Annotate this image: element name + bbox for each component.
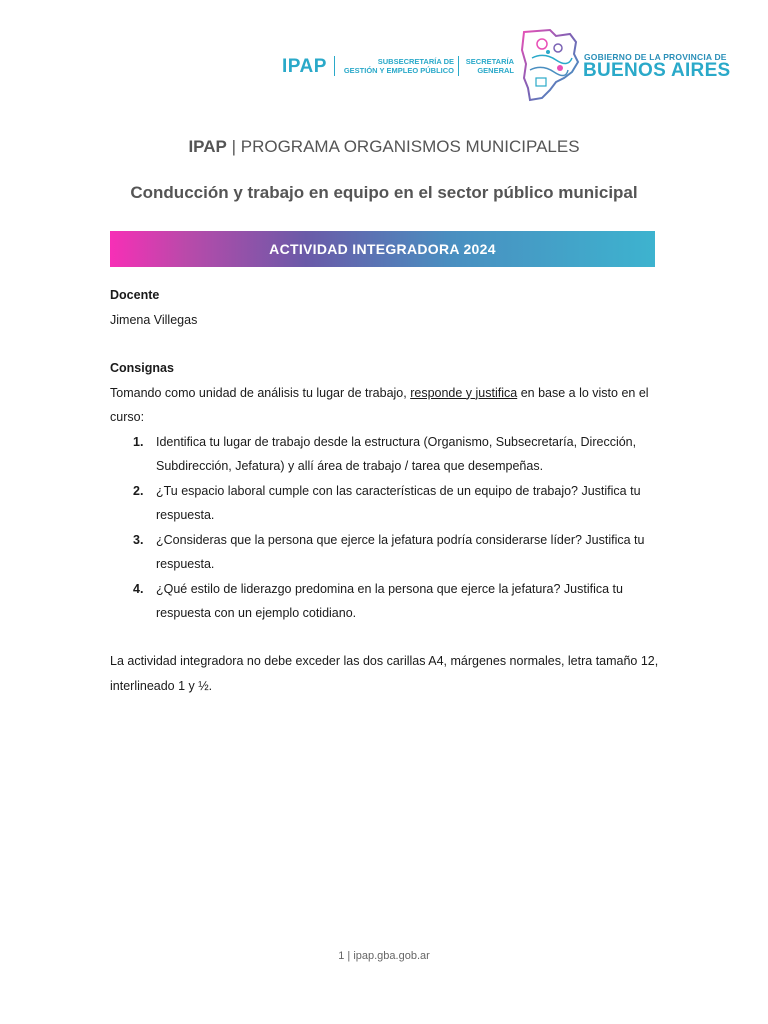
item-text: ¿Tu espacio laboral cumple con las características de un equipo de trabajo? Justifica tu respuesta. bbox=[156, 483, 641, 522]
item-text: ¿Consideras que la persona que ejerce la jefatura podría considerarse líder? Justifica tu respuesta. bbox=[156, 532, 645, 571]
ipap-logo: IPAP bbox=[282, 56, 327, 77]
footer-site: ipap.gba.gob.ar bbox=[353, 950, 430, 962]
page-footer bbox=[0, 950, 768, 962]
secretaria-line1: SECRETARÍA bbox=[465, 57, 514, 66]
page-number: 1 bbox=[338, 950, 345, 962]
consignas-label: Consignas bbox=[110, 361, 174, 375]
consignas-section bbox=[110, 356, 662, 626]
list-item bbox=[110, 528, 662, 577]
program-title bbox=[0, 137, 768, 157]
page-header bbox=[0, 0, 768, 110]
subsecretaria-label bbox=[340, 57, 454, 75]
footer-separator: | bbox=[347, 950, 351, 962]
subsecretaria-line2: GESTIÓN Y EMPLEO PÚBLICO bbox=[343, 66, 454, 75]
gov-line1: GOBIERNO DE LA PROVINCIA DE bbox=[584, 52, 727, 62]
consignas-intro bbox=[110, 381, 662, 430]
closing-paragraph: La actividad integradora no debe exceder las dos carillas A4, márgenes normales, letra tamaño 12, interlineado 1 y ½. bbox=[110, 654, 659, 693]
program-separator: | bbox=[231, 137, 237, 156]
item-number: 3. bbox=[133, 532, 144, 547]
item-text: ¿Qué estilo de liderazgo predomina en la persona que ejerce la jefatura? Justifica tu respuesta con un ejemplo cotidiano. bbox=[156, 581, 623, 620]
consignas-list bbox=[110, 430, 662, 626]
province-map-logo bbox=[520, 28, 580, 102]
gov-line2: BUENOS AIRES bbox=[583, 60, 731, 81]
intro-text-end: en base a lo visto en el curso: bbox=[110, 385, 649, 424]
program-prefix: IPAP bbox=[188, 137, 227, 156]
secretaria-label bbox=[462, 57, 514, 75]
item-number: 2. bbox=[133, 483, 144, 498]
intro-text: Tomando como unidad de análisis tu lugar de trabajo, bbox=[110, 385, 411, 400]
activity-banner: ACTIVIDAD INTEGRADORA 2024 bbox=[110, 231, 655, 267]
divider bbox=[334, 56, 335, 76]
item-number: 4. bbox=[133, 581, 144, 596]
subsecretaria-line1: SUBSECRETARÍA DE bbox=[377, 57, 454, 66]
docente-label: Docente bbox=[110, 288, 160, 302]
list-item bbox=[110, 430, 662, 479]
item-number: 1. bbox=[133, 434, 144, 449]
docente-section bbox=[110, 283, 662, 332]
intro-underlined: responde y justifica bbox=[410, 385, 518, 400]
secretaria-line2: GENERAL bbox=[477, 66, 514, 75]
list-item bbox=[110, 479, 662, 528]
list-item bbox=[110, 577, 662, 626]
program-name: PROGRAMA ORGANISMOS MUNICIPALES bbox=[240, 137, 580, 156]
divider bbox=[458, 56, 459, 76]
docente-name: Jimena Villegas bbox=[110, 312, 198, 327]
item-text: Identifica tu lugar de trabajo desde la estructura (Organismo, Subsecretaría, Dirección, Subdirección, Jefatura) y allí área de trabajo / tarea que desempeñas. bbox=[156, 434, 637, 473]
course-title: Conducción y trabajo en equipo en el sector público municipal bbox=[130, 183, 638, 202]
